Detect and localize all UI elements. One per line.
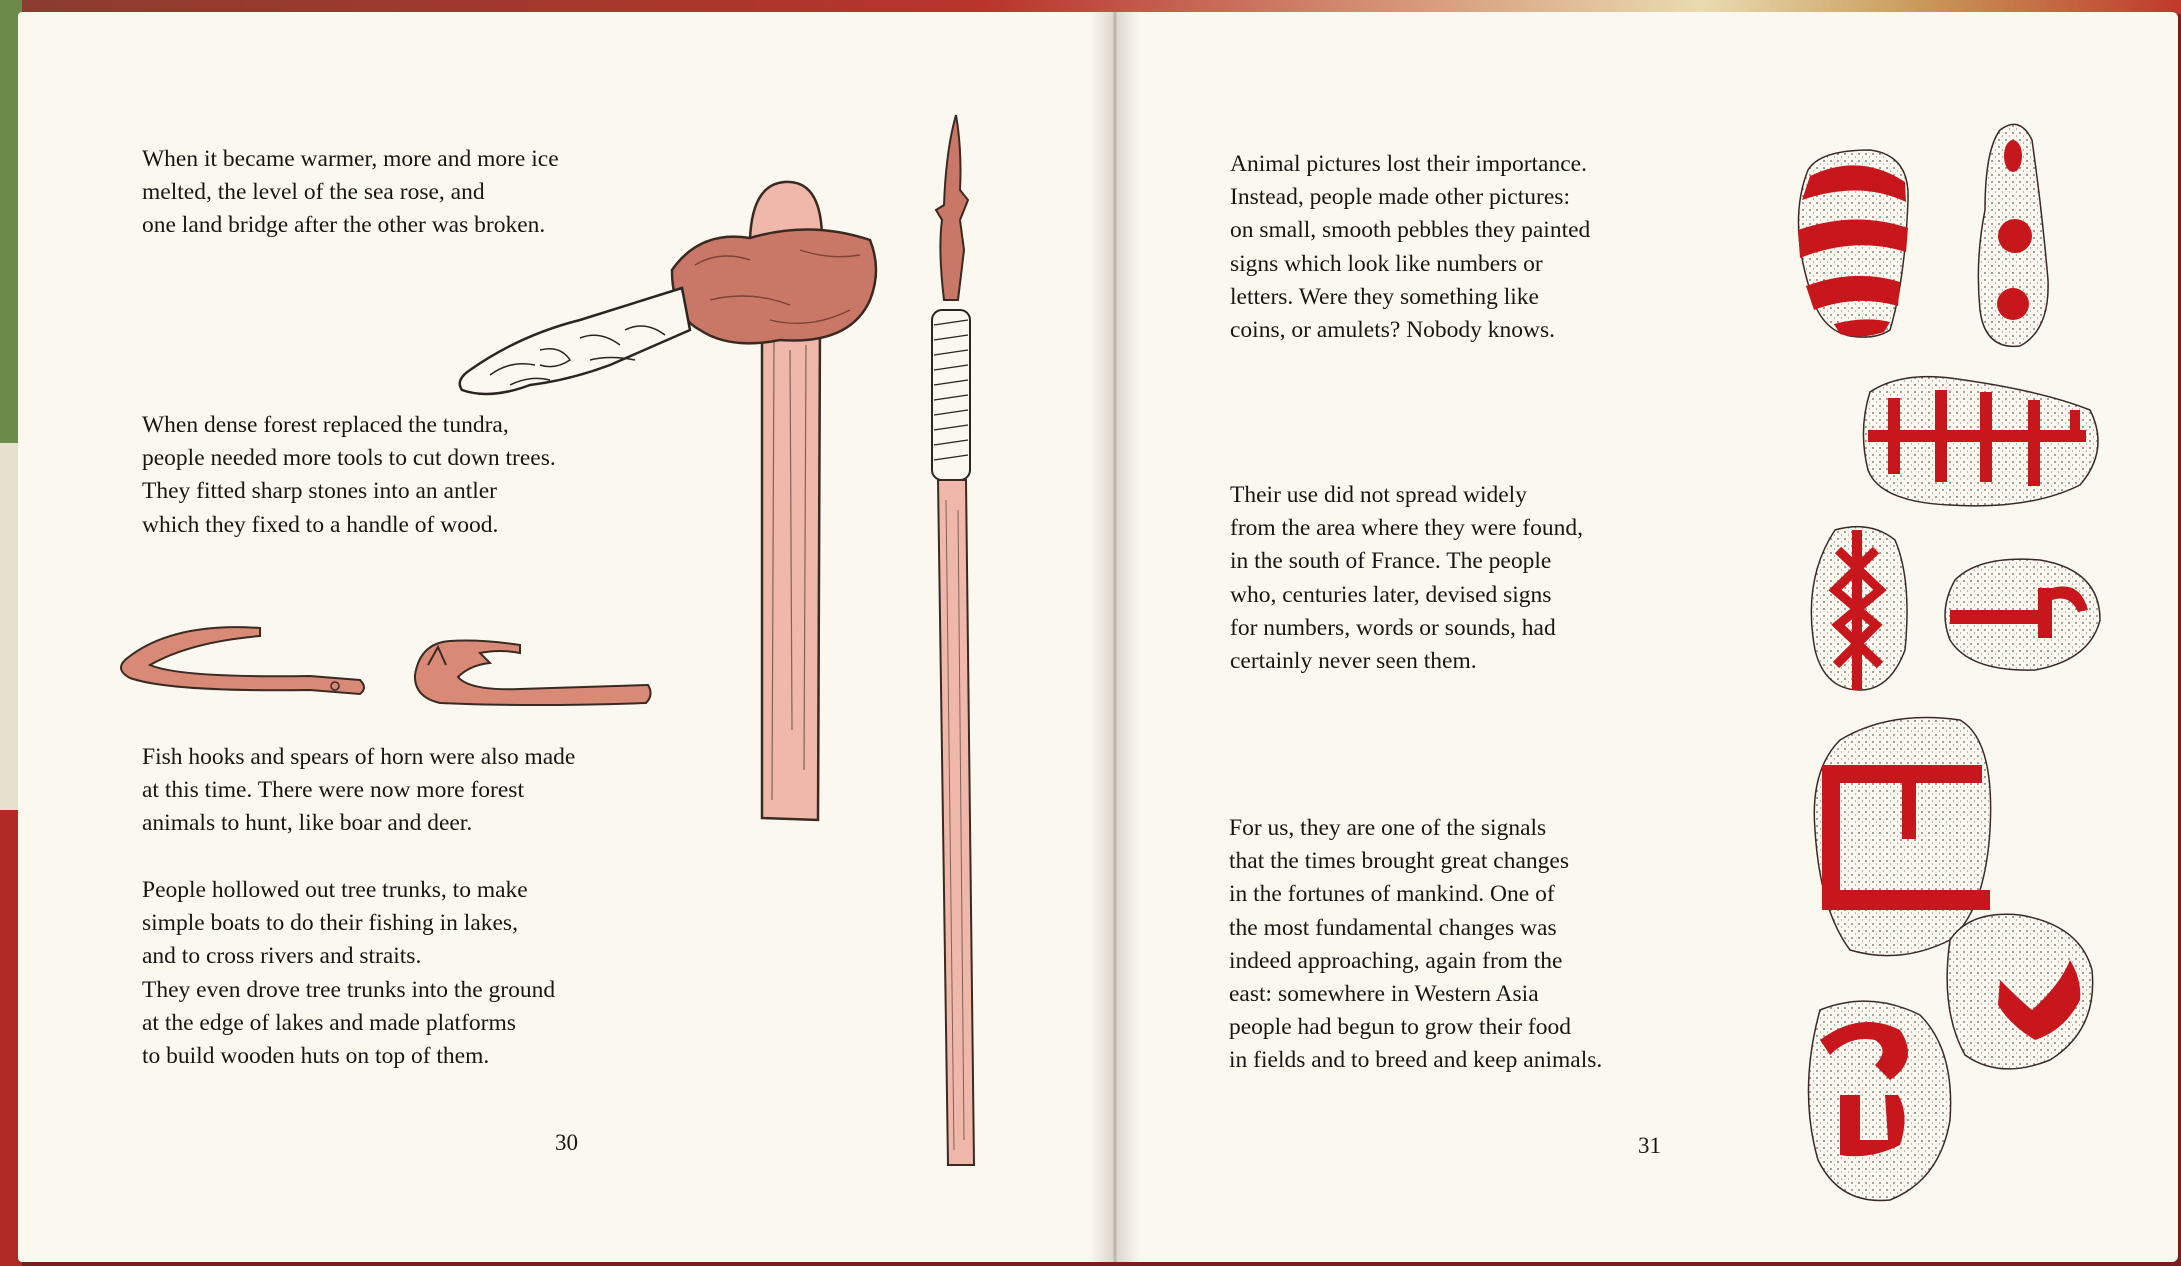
page-number-left: 30 <box>555 1130 578 1155</box>
right-paragraph-2: Their use did not spread widely from the area where they were found, in the south of France. The people who, centuries later, devised signs for numbers, words or sounds, had certainly never seen them. <box>1230 482 1583 675</box>
left-paragraph-3: Fish hooks and spears of horn were also made at this time. There were now more forest animals to hunt, like boar and deer. <box>142 744 576 837</box>
left-paragraph-2: When dense forest replaced the tundra, people needed more tools to cut down trees. They fitted sharp stones into an antler which they fixed to a handle of wood. <box>142 412 556 538</box>
pebble-stripes <box>1798 150 1908 337</box>
antler-axe-illustration <box>450 170 890 830</box>
fish-hook-left-illustration <box>110 620 370 700</box>
pebble-e-glyph <box>1814 718 1990 956</box>
left-paragraph-1: When it became warmer, more and more ice melted, the level of the sea rose, and one land bridge after the other was broken. <box>142 146 559 239</box>
harpoon-spear-illustration <box>918 110 988 1170</box>
book-gutter <box>1090 12 1140 1262</box>
right-paragraph-3: For us, they are one of the signals that the times brought great changes in the fortunes of mankind. One of the most fundamental changes was indeed approaching, again from the east: somewhere in Western Asia people had begun to grow their food in fields and to breed and keep animals. <box>1229 815 1603 1074</box>
fish-hook-right-illustration <box>410 635 655 710</box>
page-number-right: 31 <box>1638 1133 1661 1158</box>
right-paragraph-1: Animal pictures lost their importance. Instead, people made other pictures: on small, smooth pebbles they painted signs which look like numbers or letters. Were they something like coins, or amulets? Nobody knows. <box>1230 151 1591 344</box>
pebble-dots <box>1978 124 2048 346</box>
pebble-zigzag <box>1811 527 1907 690</box>
left-paragraph-4: People hollowed out tree trunks, to make simple boats to do their fishing in lakes, and to cross rivers and straits. They even drove tree trunks into the ground at the edge of lakes and made platforms to build wooden huts on top of them. <box>142 877 556 1070</box>
pebble-curl <box>1808 1001 1950 1200</box>
pebble-comb <box>1863 377 2098 506</box>
pebble-t-symbol <box>1945 559 2100 670</box>
pebble-heart <box>1947 914 2093 1069</box>
painted-pebbles-illustration <box>1780 110 2110 1220</box>
